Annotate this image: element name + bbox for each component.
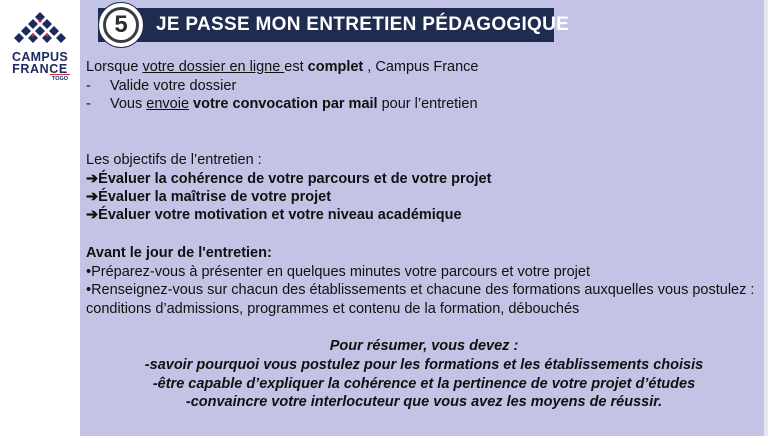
step-number: 5: [103, 7, 139, 43]
intro-bullet-2: - Vous envoie votre convocation par mail pour l’entretien: [86, 96, 478, 112]
summary-line: -convaincre votre interlocuteur que vous avez les moyens de réussir.: [185, 394, 663, 410]
arrow-right-icon: ➔: [86, 207, 99, 223]
logo-text-campus: CAMPUS: [12, 50, 68, 64]
objective-item: ➔Évaluer la cohérence de votre parcours et de votre projet: [86, 171, 492, 187]
campus-france-logo: [0, 0, 80, 90]
logo-text-france: FRANCE: [12, 62, 68, 76]
summary-line: -savoir pourquoi vous postulez pour les formations et les établissements choisis: [144, 357, 704, 373]
before-item: •Renseignez-vous sur chacun des établissements et chacune des formations auxquelles vous postulez :: [86, 282, 755, 298]
intro-bullet-1: - Valide votre dossier: [86, 78, 237, 94]
intro-line: Lorsque votre dossier en ligne est complet , Campus France: [86, 59, 479, 75]
before-heading: Avant le jour de l'entretien:: [86, 245, 272, 261]
summary-heading: Pour résumer, vous devez :: [329, 338, 519, 354]
objectives-heading: Les objectifs de l’entretien :: [86, 152, 262, 168]
title-banner: [98, 8, 570, 42]
arrow-right-icon: ➔: [86, 171, 99, 187]
diamond-grid-icon: [0, 0, 80, 50]
logo-text-country: TOGO: [51, 76, 69, 82]
dossier-link[interactable]: votre dossier en ligne: [142, 59, 285, 75]
step-badge: [98, 2, 144, 48]
before-item: •Préparez-vous à présenter en quelques minutes votre parcours et votre projet: [86, 264, 590, 280]
objective-item: ➔Évaluer la maîtrise de votre projet: [86, 189, 332, 205]
page-title: JE PASSE MON ENTRETIEN PÉDAGOGIQUE: [156, 14, 570, 35]
objective-item: ➔Évaluer votre motivation et votre niveau académique: [86, 207, 462, 223]
arrow-right-icon: ➔: [86, 189, 99, 205]
before-item: conditions d’admissions, programmes et contenu de la formation, débouchés: [86, 301, 580, 317]
summary-line: -être capable d’expliquer la cohérence et la pertinence de votre projet d’études: [152, 376, 696, 392]
